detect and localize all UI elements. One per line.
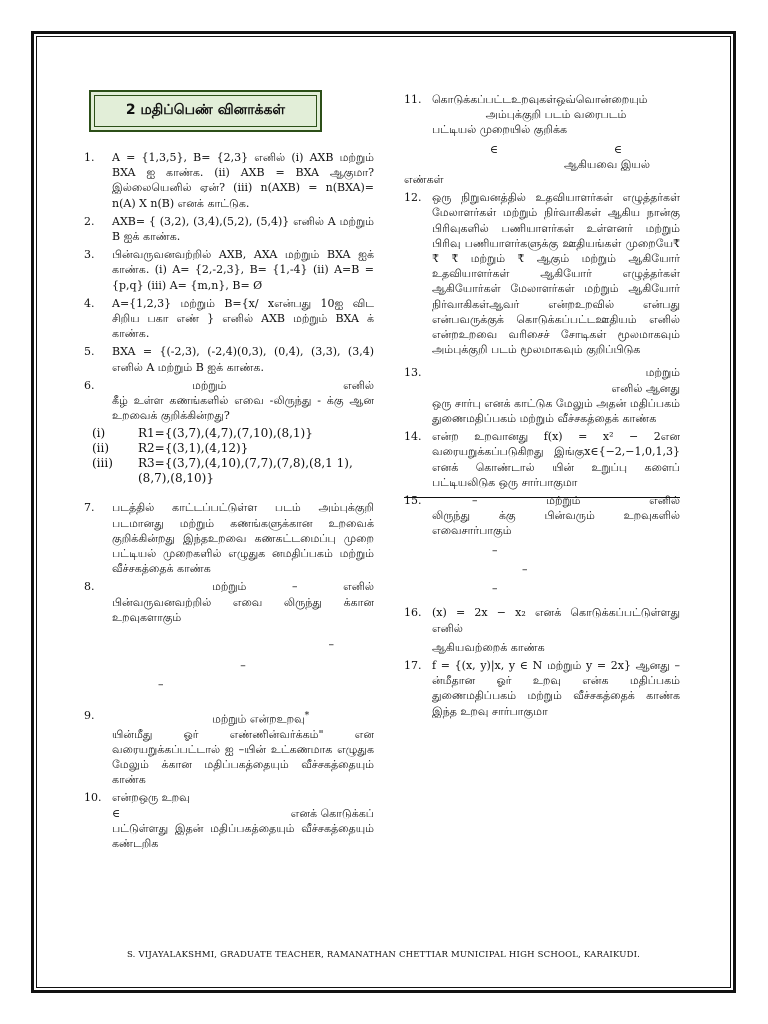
question-text-fragment: – — [492, 543, 498, 557]
question-number: 3. — [84, 248, 95, 262]
superscript: * — [304, 709, 310, 721]
question-number: 15. — [404, 494, 422, 508]
sub-question-i — [92, 426, 374, 441]
question-text: என்ற உறவானது f(x) = x² − 2என வரையறுக்கப்படுகிறது இங்குx∈{−2,−1,0,1,3} எனக் கொண்டால் யின் உறுப்பு களைப் பட்டியலிடுக ஒரு சார்பாகுமா — [432, 430, 680, 489]
column-divider-rule — [404, 497, 680, 498]
question-number: 17. — [404, 658, 422, 672]
question-text: பின்வருவனவற்றில் எவை லிருந்து க்கான உறவுகளாகும் — [112, 595, 374, 624]
question-text-fragment: – — [292, 580, 298, 594]
question-16 — [404, 605, 680, 655]
question-text-fragment: – — [522, 562, 528, 576]
question-number: 14. — [404, 430, 422, 444]
question-text: லிருந்து க்கு பின்வரும் உறவுகளில் எவைசார்பாகும் — [432, 509, 680, 538]
question-number: 2. — [84, 214, 95, 228]
question-10 — [84, 790, 374, 851]
question-number: 8. — [84, 580, 95, 594]
sub-text: R2={(3,1),(4,12)} — [138, 441, 249, 456]
question-text: f = {(x, y)|x, y ∈ N மற்றும் y = 2x} ஆனது –ன்மீதான ஓர் உறவு என்க மதிப்பகம் துணைமதிப்பகம் மற்றும் வீச்சகத்தைக் காண்க இந்த உறவு சார்பாகுமா — [432, 658, 680, 718]
question-text: ஒரு நிறுவனத்தில் உதவியாளர்கள் எழுத்தர்கள் மேலாளர்கள் மற்றும் நிர்வாகிகள் ஆகிய நான்கு பிரிவுகளில் பணியாளர்கள் உள்ளனர் மற்றும் பிரிவு பணியாளர்களுக்கு ஊதியங்கள் முறையே₹ ₹ ₹ மற்றும் ₹ ஆகும் மற்றும் ஆகியோர் உதவியாளர்கள் ஆகியோர் எழுத்தர்கள் ஆகியோர்கள் மேலாளர்கள் மற்றும் ஆகியோர் நிர்வாகிகள்ஆவர் என்றஉறவில் என்பது என்பவருக்குக் கொடுக்கப்பட்டஊதியம் எனில் என்றஉறவை வரிசைச் சோடிகள் மூலமாகவும் அம்புக்குறி படம் மூலமாகவும் குறிப்பிடுக — [432, 191, 680, 357]
question-text-fragment: எனில் — [343, 580, 374, 594]
question-text: யின்மீது ஓர் எண்ணின்வர்க்கம்" என வரையறுக்கப்பட்டால் ஐ –யின் உட்கணமாக எழுதுக மேலும் க்கான மதிப்பகத்தையும் வீச்சகத்தையும் காண்க — [112, 727, 374, 787]
sub-text: R1={(3,7),(4,7),(7,10),(8,1)} — [138, 426, 313, 441]
left-column — [84, 90, 374, 854]
question-text: A={1,2,3} மற்றும் B={x/ xஎன்பது 10ஐ விட சிறிய பகா எண் } எனில் AXB மற்றும் BXA க் காண்க. — [112, 296, 374, 341]
question-number: 7. — [84, 501, 95, 515]
question-text-fragment: அம்புக்குறி படம் வரைபடம் — [485, 108, 627, 122]
symbol: ∈ — [613, 142, 623, 156]
question-6 — [84, 378, 374, 424]
question-3 — [84, 247, 374, 293]
question-text-fragment: மற்றும் — [645, 366, 680, 380]
question-text: கீழ் உள்ள கணங்களில் எவை -லிருந்து - க்கு ஆன உறவைக் குறிக்கின்றது? — [112, 394, 374, 423]
question-number: 5. — [84, 345, 95, 359]
sub-question-iii — [92, 456, 374, 486]
question-number: 6. — [84, 378, 95, 392]
question-text-fragment: – — [240, 659, 246, 673]
question-number: 10. — [84, 791, 102, 805]
question-text: A = {1,3,5}, B= {2,3} எனில் (i) AXB மற்றும் BXA ஐ காண்க. (ii) AXB = BXA ஆகுமா? இல்லையெனில் ஏன்? (iii) n(AXB) = n(BXA)= n(A) X n(B) எனக் காட்டுக. — [112, 151, 374, 210]
question-text: AXB= { (3,2), (3,4),(5,2), (5,4)} எனில் A மற்றும் B ஐக் காண்க. — [112, 214, 374, 244]
question-text-fragment: எனில் ஆனது — [611, 381, 680, 395]
question-text-fragment: மற்றும் — [212, 580, 247, 594]
sub-question-ii — [92, 441, 374, 456]
question-text-fragment: எண்கள் — [404, 173, 444, 187]
question-text-fragment: என்றஒரு உறவு — [112, 791, 190, 805]
question-number: 16. — [404, 606, 422, 620]
question-text: BXA = {(-2,3), (-2,4)(0,3), (0,4), (3,3), (3,4) எனில் A மற்றும் B ஐக் காண்க. — [112, 345, 374, 374]
right-column — [404, 92, 680, 722]
page-footer: S. VIJAYALAKSHMI, GRADUATE TEACHER, RAMANATHAN CHETTIAR MUNICIPAL HIGH SCHOOL, KARAIKUDI. — [126, 950, 641, 960]
question-number: 12. — [404, 191, 422, 205]
question-14 — [404, 429, 680, 490]
question-text-fragment: ஆகியவற்றைக் காண்க — [432, 640, 545, 654]
question-text: பட்டுள்ளது இதன் மதிப்பகத்தையும் வீச்சகத்தையும் கண்டறிக — [112, 821, 374, 850]
question-text-fragment: ∈ — [112, 806, 121, 820]
question-13 — [404, 365, 680, 426]
question-text-fragment: – — [492, 582, 498, 596]
question-text-fragment: ஆகியவை இயல் — [563, 157, 650, 171]
question-11 — [404, 92, 680, 172]
question-7 — [84, 500, 374, 576]
sub-label: (iii) — [92, 456, 113, 471]
sub-label: (i) — [92, 426, 106, 441]
question-4 — [84, 296, 374, 342]
question-text-fragment: மற்றும் — [546, 494, 581, 508]
question-2 — [84, 214, 374, 244]
question-text-fragment: – — [328, 638, 334, 652]
sub-label: (ii) — [92, 441, 110, 456]
section-title: 2 மதிப்பெண் வினாக்கள் — [89, 90, 322, 132]
question-text-fragment: கொடுக்கப்பட்டஉறவுகள்ஒவ்வொன்றையும் — [432, 93, 648, 106]
question-text-fragment: மற்றும் என்றஉறவு — [212, 712, 305, 726]
question-text: (x) = 2x − x₂ எனக் கொடுக்கப்பட்டுள்ளது எனில் — [432, 606, 680, 635]
question-text: ஒரு சார்பு எனக் காட்டுக மேலும் அதன் மதிப்பகம் துணைமதிப்பகம் மற்றும் வீச்சகத்தைக் காண்க — [432, 396, 680, 426]
question-12 — [404, 190, 680, 357]
question-text: படத்தில் காட்டப்பட்டுள்ள படம் அம்புக்குறி படமானது மற்றும் கணங்களுக்கான உறவைக் குறிக்கின்றது இந்தஉறவை கணகட்டமைப்பு முறை பட்டியல் முறைகளில் எழுதுக னமதிப்பகம் மற்றும் வீச்சகத்தைக் காண்க — [112, 501, 374, 576]
question-number: 13. — [404, 366, 422, 380]
question-number: 9. — [84, 708, 95, 722]
question-text-fragment: பட்டியல் முறையில் குறிக்க — [432, 123, 568, 137]
question-text-fragment: எனக் கொடுக்கப் — [290, 806, 374, 820]
question-15 — [404, 493, 680, 602]
question-text-fragment: – — [472, 494, 478, 508]
question-text-fragment: எனில் — [649, 494, 680, 508]
question-number: 4. — [84, 296, 95, 310]
question-text: பின்வருவனவற்றில் AXB, AXA மற்றும் BXA ஐக் காண்க. (i) A= {2,-2,3}, B= {1,-4} (ii) A=B = {p,q} (iii) A= {m,n}, B= Ø — [112, 248, 374, 292]
question-1 — [84, 150, 374, 211]
question-text-fragment: – — [158, 678, 164, 692]
symbol: ∈ — [489, 142, 499, 156]
question-number: 11. — [404, 93, 422, 106]
question-8 — [84, 579, 374, 704]
question-9 — [84, 708, 374, 788]
question-text-fragment: எனில் — [343, 378, 374, 392]
question-number: 1. — [84, 151, 95, 164]
question-17 — [404, 658, 680, 719]
question-5 — [84, 344, 374, 374]
question-text-fragment: மற்றும் — [192, 378, 227, 392]
sub-text: R3={(3,7),(4,10),(7,7),(7,8),(8,1 1),(8,7),(8,10)} — [138, 456, 353, 486]
